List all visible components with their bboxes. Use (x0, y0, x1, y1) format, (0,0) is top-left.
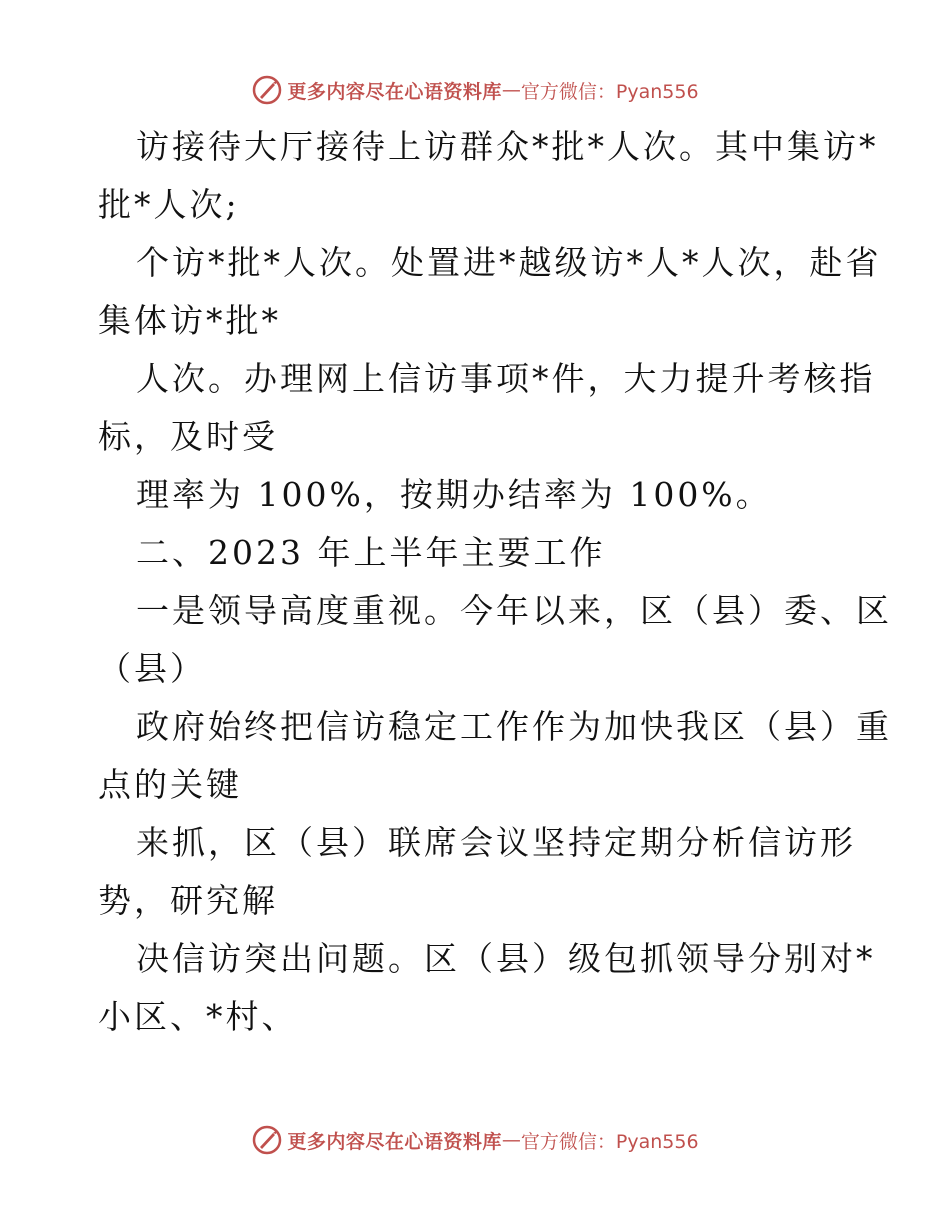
text-line: 点的关键 (98, 765, 242, 804)
text-line: 理率为 100%，按期办结率为 100%。 (136, 475, 772, 514)
text-line: 政府始终把信访稳定工作作为加快我区（县）重 (136, 707, 892, 746)
text-line: 一是领导高度重视。今年以来，区（县）委、区 (136, 591, 892, 630)
text-line: 小区、*村、 (98, 997, 298, 1036)
text-line: 人次。办理网上信访事项*件，大力提升考核指 (136, 359, 876, 398)
text-line: 决信访突出问题。区（县）级包抓领导分别对* (136, 939, 876, 978)
watermark-separator: — (501, 1129, 521, 1151)
text-line: 批*人次; (98, 185, 240, 224)
watermark-contact: 官方微信：Pyan556 (520, 80, 699, 103)
watermark-contact: 官方微信：Pyan556 (520, 1130, 699, 1153)
watermark-separator: — (501, 79, 521, 101)
text-line: 个访*批*人次。处置进*越级访*人*人次，赴省 (136, 243, 882, 282)
text-line: 势，研究解 (98, 881, 278, 920)
section-heading: 二、2023 年上半年主要工作 (136, 533, 606, 572)
text-line: （县） (98, 649, 206, 688)
quill-pen-logo-icon (251, 1124, 283, 1156)
header-watermark (0, 70, 950, 110)
document-body (98, 118, 892, 1046)
quill-pen-logo-icon (251, 74, 283, 106)
footer-watermark (0, 1120, 950, 1160)
watermark-title: 更多内容尽在心语资料库 (287, 80, 502, 103)
text-line: 标，及时受 (98, 417, 278, 456)
text-line: 来抓，区（县）联席会议坚持定期分析信访形 (136, 823, 856, 862)
text-line: 访接待大厅接待上访群众*批*人次。其中集访* (136, 127, 879, 166)
watermark-title: 更多内容尽在心语资料库 (287, 1130, 502, 1153)
text-line: 集体访*批* (98, 301, 281, 340)
